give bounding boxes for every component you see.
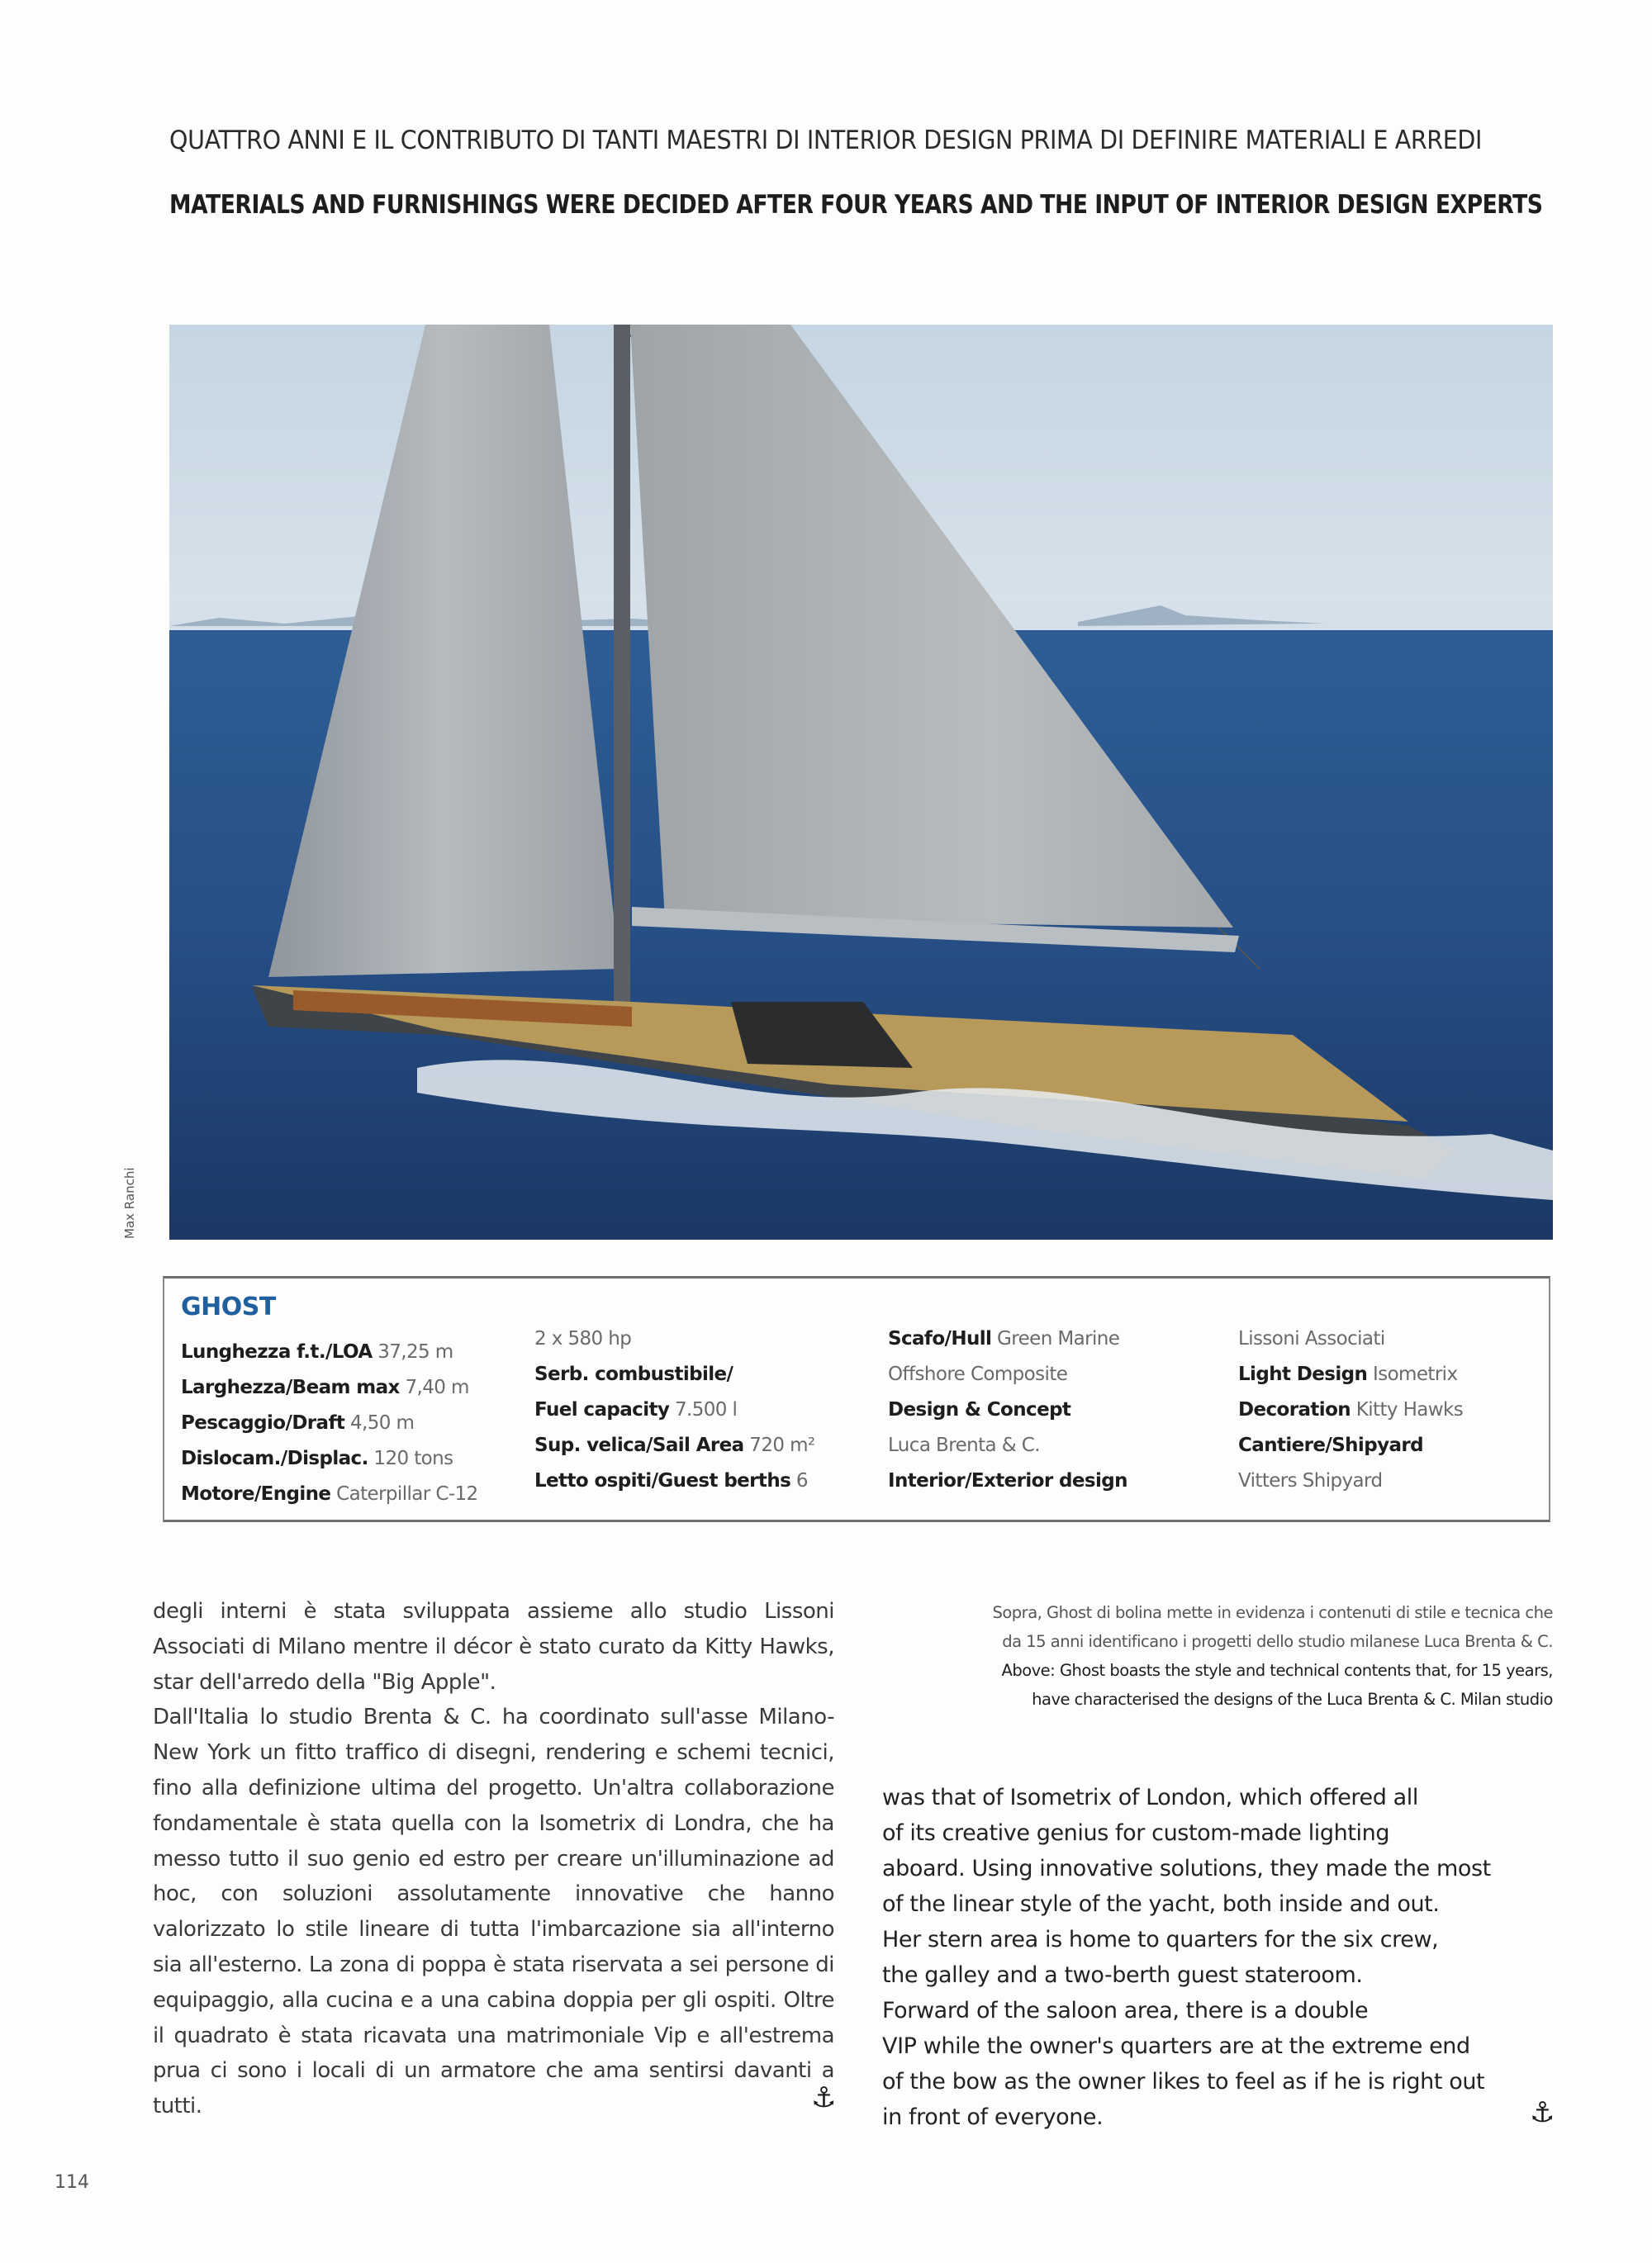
spec-title: GHOST (181, 1293, 276, 1321)
spec-row (534, 1357, 815, 1392)
spec-label: Pescaggio/Draft (181, 1412, 345, 1434)
spec-label: Motore/Engine (181, 1483, 331, 1505)
spec-label: Larghezza/Beam max (181, 1377, 400, 1398)
spec-label: Sup. velica/Sail Area (534, 1435, 744, 1456)
spec-row (1238, 1428, 1463, 1464)
spec-label: Letto ospiti/Guest berths (534, 1470, 791, 1492)
spec-value: 720 m² (743, 1435, 815, 1456)
spec-value: 37,25 m (372, 1341, 453, 1363)
text-line: Her stern area is home to quarters for the six crew, (882, 1927, 1439, 1952)
caption-italian-line: da 15 anni identificano i progetti dello studio milanese Luca Brenta & C. (1002, 1632, 1553, 1651)
anchor-icon: ⚓ (811, 2081, 837, 2114)
text-line: was that of Isometrix of London, which offered all (882, 1785, 1419, 1810)
spec-value: 4,50 m (344, 1412, 415, 1434)
text-line: of the linear style of the yacht, both inside and out. (882, 1891, 1440, 1917)
spec-label: Fuel capacity (534, 1399, 670, 1421)
body-text-italian (153, 1594, 837, 2124)
spec-box (163, 1276, 1550, 1522)
spec-row (1238, 1392, 1463, 1428)
spec-row (181, 1406, 478, 1441)
spec-row (1238, 1464, 1463, 1499)
spec-row (534, 1392, 815, 1428)
caption-english-line: have characterised the designs of the Luca Brenta & C. Milan studio (1032, 1690, 1553, 1709)
spec-row (181, 1370, 478, 1406)
text-line: Forward of the saloon area, there is a double (882, 1998, 1369, 2023)
caption-italian-line: Sopra, Ghost di bolina mette in evidenza i contenuti di stile e tecnica che (992, 1603, 1553, 1622)
spec-label: Scafo/Hull (888, 1328, 992, 1350)
spec-row (888, 1321, 1127, 1357)
text-line: VIP while the owner's quarters are at the extreme end (882, 2033, 1470, 2059)
distant-islands-right (1078, 605, 1326, 626)
spec-label: Light Design (1238, 1364, 1368, 1385)
spec-row (534, 1464, 815, 1499)
spec-label: Serb. combustibile/ (534, 1364, 733, 1385)
spec-value: Vitters Shipyard (1238, 1470, 1383, 1492)
spec-label: Design & Concept (888, 1399, 1071, 1421)
spec-value: 2 x 580 hp (534, 1328, 632, 1350)
text-line: of its creative genius for custom-made lighting (882, 1820, 1390, 1846)
spec-label: Dislocam./Displac. (181, 1448, 368, 1469)
text-line: the galley and a two-berth guest stateroom. (882, 1962, 1363, 1988)
spec-value: Luca Brenta & C. (888, 1435, 1040, 1456)
spec-label: Interior/Exterior design (888, 1470, 1127, 1492)
yacht-illustration (169, 325, 1553, 1240)
anchor-icon: ⚓ (1530, 2096, 1555, 2129)
page-number: 114 (55, 2172, 89, 2193)
spec-row (181, 1335, 478, 1370)
spec-column-2 (534, 1321, 815, 1499)
text-line: in front of everyone. (882, 2104, 1104, 2130)
spec-label: Decoration (1238, 1399, 1351, 1421)
spec-column-3 (888, 1321, 1127, 1499)
mast (614, 325, 630, 1002)
spec-row (534, 1321, 815, 1357)
spec-value: Offshore Composite (888, 1364, 1068, 1385)
spec-row (534, 1428, 815, 1464)
photo-credit: Max Ranchi (122, 1167, 137, 1239)
spec-value: 7.500 l (669, 1399, 738, 1421)
mainsail (630, 325, 1233, 927)
yacht-photo (169, 325, 1553, 1240)
spec-row (888, 1428, 1127, 1464)
text-line: of the bow as the owner likes to feel as if he is right out (882, 2069, 1485, 2095)
text-line: aboard. Using innovative solutions, they made the most (882, 1856, 1491, 1881)
spec-column-1 (181, 1335, 478, 1512)
headline-italian: QUATTRO ANNI E IL CONTRIBUTO DI TANTI MAESTRI DI INTERIOR DESIGN PRIMA DI DEFINIRE MATERIALI E ARREDI (169, 126, 1483, 155)
spec-value: 7,40 m (399, 1377, 469, 1398)
paragraph: Dall'Italia lo studio Brenta & C. ha coordinato sull'asse Milano-New York un fitto traffico di disegni, rendering e schemi tecnici, fino alla definizione ultima del progetto. Un'altra collaborazione fondamentale è stata quella con la Isometrix di Londra, che ha messo tutto il suo genio ed estro per creare un'illuminazione ad hoc, con soluzioni assolutamente innovative che hanno valorizzato lo stile lineare di tutta l'imbarcazione sia all'interno sia all'esterno. La zona di poppa è stata riservata a sei persone di equipaggio, alla cucina e a una cabina doppia per gli ospiti. Oltre il quadrato è stata ricavata una matrimoniale Vip e all'estrema prua ci sono i locali di un armatore che ama sentirsi davanti a tutti. (153, 1705, 834, 2119)
spec-row (181, 1477, 478, 1512)
paragraph: degli interni è stata sviluppata assieme allo studio Lissoni Associati di Milano mentre il décor è stato curato da Kitty Hawks, star dell'arredo della "Big Apple". (153, 1599, 834, 1695)
body-text-english (882, 1780, 1559, 2135)
spec-value: 120 tons (368, 1448, 453, 1469)
spec-row (1238, 1357, 1463, 1392)
spec-label: Cantiere/Shipyard (1238, 1435, 1424, 1456)
spec-row (181, 1441, 478, 1477)
spec-value: 6 (790, 1470, 808, 1492)
spec-row (888, 1464, 1127, 1499)
spec-row (888, 1357, 1127, 1392)
spec-value: Kitty Hawks (1351, 1399, 1464, 1421)
spec-row (888, 1392, 1127, 1428)
caption-english-line: Above: Ghost boasts the style and technical contents that, for 15 years, (1001, 1661, 1553, 1680)
spec-row (1238, 1321, 1463, 1357)
spec-value: Isometrix (1367, 1364, 1458, 1385)
spec-label: Lunghezza f.t./LOA (181, 1341, 373, 1363)
headline-english: MATERIALS AND FURNISHINGS WERE DECIDED AFTER FOUR YEARS AND THE INPUT OF INTERIOR DESIGN EXPERTS (169, 190, 1543, 220)
spec-value: Lissoni Associati (1238, 1328, 1385, 1350)
spec-value: Caterpillar C-12 (330, 1483, 478, 1505)
spec-column-4 (1238, 1321, 1463, 1499)
photo-caption (882, 1598, 1553, 1714)
spec-value: Green Marine (991, 1328, 1120, 1350)
